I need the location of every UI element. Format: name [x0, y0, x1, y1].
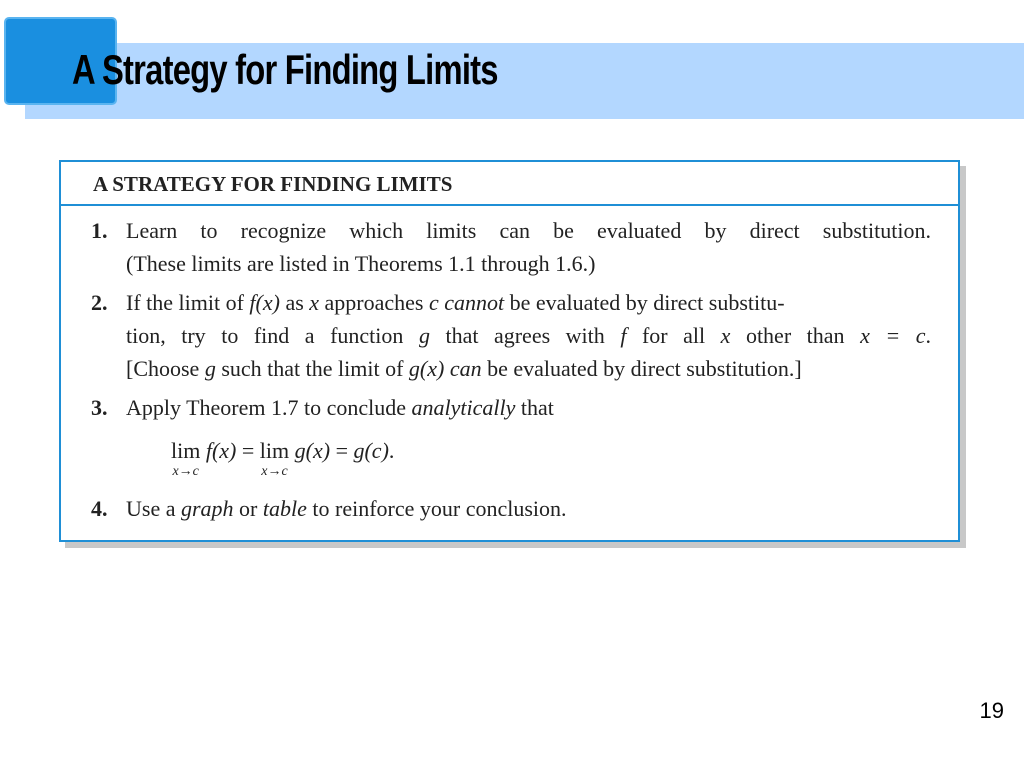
- item-3-line-1: Apply Theorem 1.7 to conclude analytically that: [126, 395, 554, 420]
- list-item-2: [91, 286, 931, 385]
- item-1-line-2: (These limits are listed in Theorems 1.1 through 1.6.): [126, 251, 596, 276]
- limit-formula: lim x→c f(x) = lim x→c g(x) = g(c).: [171, 438, 395, 479]
- item-4-line-1: Use a graph or table to reinforce your conclusion.: [126, 496, 567, 521]
- item-number: 1.: [91, 218, 108, 243]
- item-2-line-2: tion, try to find a function g that agrees with f for all x other than x = c.: [126, 323, 931, 348]
- box-header: A STRATEGY FOR FINDING LIMITS: [61, 162, 958, 206]
- item-2-line-3: [Choose g such that the limit of g(x) can be evaluated by direct substitution.]: [126, 356, 802, 381]
- list-item-1: [91, 214, 931, 280]
- slide-title: A Strategy for Finding Limits: [72, 46, 498, 93]
- item-number: 3.: [91, 395, 108, 420]
- item-number: 4.: [91, 496, 108, 521]
- list-item-4: [91, 492, 931, 525]
- lim-left: lim x→c: [171, 438, 201, 479]
- strategy-box: [59, 160, 960, 542]
- lim-right: lim x→c: [259, 438, 290, 479]
- item-1-line-1: Learn to recognize which limits can be evaluated by direct substitution.: [126, 218, 931, 243]
- page-number: 19: [979, 698, 1004, 723]
- item-2-line-1: If the limit of f(x) as x approaches c cannot be evaluated by direct substitu-: [126, 290, 785, 315]
- list-item-3: [91, 391, 931, 424]
- item-number: 2.: [91, 290, 108, 315]
